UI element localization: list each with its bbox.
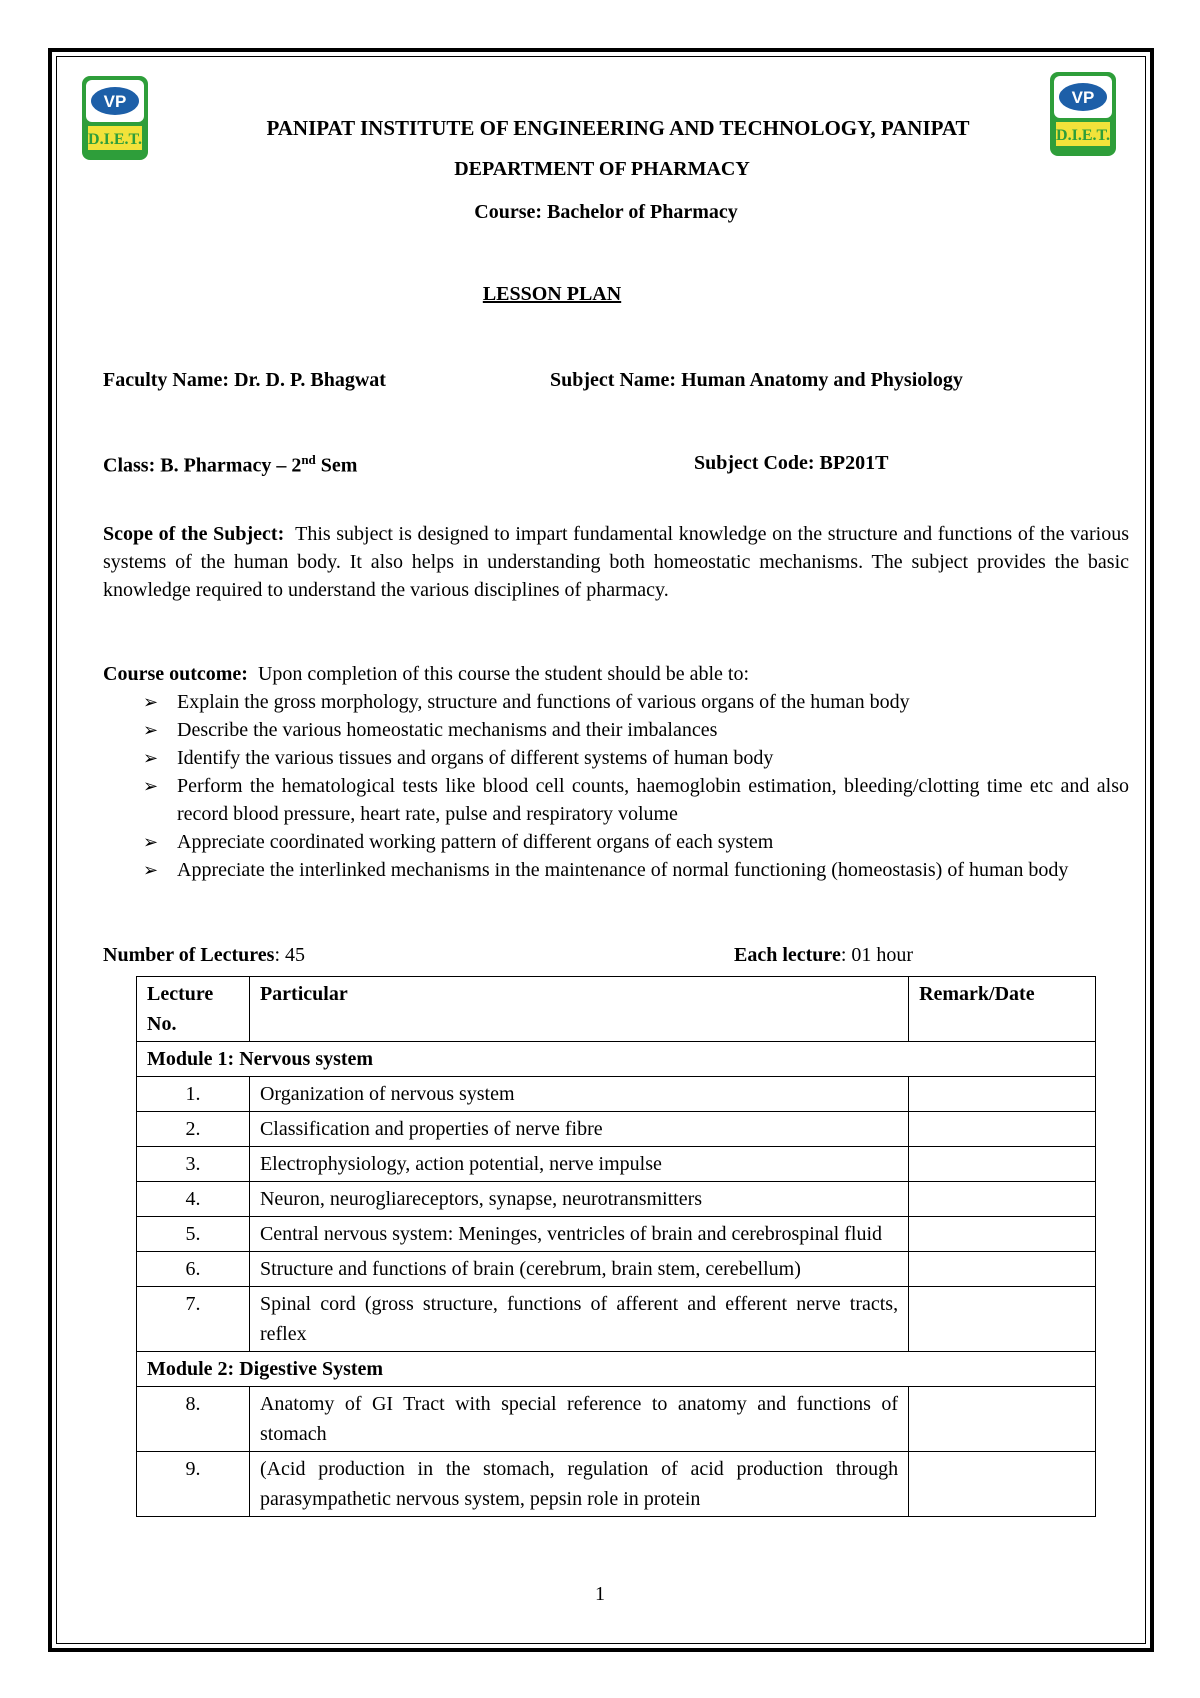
- svg-text:VP: VP: [1071, 88, 1095, 107]
- list-item: ➢ Appreciate coordinated working pattern of different organs of each system: [143, 828, 1129, 856]
- table-row: 3. Electrophysiology, action potential, nerve impulse: [137, 1147, 1096, 1182]
- outcome-label: Course outcome:: [103, 663, 248, 685]
- outcome-list: [143, 688, 1129, 884]
- list-item: ➢ Explain the gross morphology, structure and functions of various organs of the human body: [143, 688, 1129, 716]
- institute-name: PANIPAT INSTITUTE OF ENGINEERING AND TECHNOLOGY, PANIPAT: [266, 116, 970, 140]
- list-item: ➢ Appreciate the interlinked mechanisms in the maintenance of normal functioning (homeostasis) of human body: [143, 856, 1129, 884]
- class-info: Class: B. Pharmacy – 2nd Sem: [103, 452, 358, 477]
- module-row: [137, 1352, 1096, 1387]
- list-item: ➢ Perform the hematological tests like blood cell counts, haemoglobin estimation, bleeding/clotting time etc and also record blood pressure, heart rate, pulse and respiratory volume: [143, 772, 1129, 828]
- list-item: ➢ Describe the various homeostatic mechanisms and their imbalances: [143, 716, 1129, 744]
- arrow-bullet-icon: ➢: [143, 832, 159, 852]
- table-row: 2. Classification and properties of nerve fibre: [137, 1112, 1096, 1147]
- header-remark: Remark/Date: [909, 977, 1096, 1042]
- arrow-bullet-icon: ➢: [143, 720, 159, 740]
- table-header-row: [137, 977, 1096, 1042]
- svg-text:D.I.E.T.: D.I.E.T.: [1056, 127, 1110, 144]
- arrow-bullet-icon: ➢: [143, 776, 159, 796]
- scope-paragraph: [103, 520, 1129, 604]
- lesson-plan-table: [136, 976, 1096, 1517]
- institute-logo-right: [1048, 68, 1118, 160]
- arrow-bullet-icon: ➢: [143, 692, 159, 712]
- department-name: DEPARTMENT OF PHARMACY: [454, 158, 750, 180]
- table-row: 9. (Acid production in the stomach, regulation of acid production through parasympathetic nervous system, pepsin role in protein: [137, 1452, 1096, 1517]
- table-row: 8. Anatomy of GI Tract with special reference to anatomy and functions of stomach: [137, 1387, 1096, 1452]
- module-title: Module 2: Digestive System: [137, 1352, 1096, 1387]
- outcome-intro: Course outcome: Upon completion of this course the student should be able to:: [103, 663, 749, 685]
- module-row: [137, 1042, 1096, 1077]
- table-row: 5. Central nervous system: Meninges, ventricles of brain and cerebrospinal fluid: [137, 1217, 1096, 1252]
- arrow-bullet-icon: ➢: [143, 860, 159, 880]
- page-number: 1: [595, 1583, 605, 1605]
- header-particular: Particular: [249, 977, 908, 1042]
- faculty-name: Faculty Name: Dr. D. P. Bhagwat: [103, 369, 386, 391]
- svg-text:VP: VP: [103, 92, 127, 111]
- header-lecture-no: Lecture No.: [137, 977, 250, 1042]
- course-name: Course: Bachelor of Pharmacy: [474, 201, 738, 223]
- svg-text:D.I.E.T.: D.I.E.T.: [88, 131, 142, 148]
- subject-code: Subject Code: BP201T: [694, 452, 889, 474]
- lecture-count: Number of Lectures: 45: [103, 944, 306, 966]
- table-row: 7. Spinal cord (gross structure, functions of afferent and efferent nerve tracts, reflex: [137, 1287, 1096, 1352]
- arrow-bullet-icon: ➢: [143, 748, 159, 768]
- lecture-duration: Each lecture: 01 hour: [734, 944, 914, 966]
- table-row: 4. Neuron, neurogliareceptors, synapse, neurotransmitters: [137, 1182, 1096, 1217]
- subject-name: Subject Name: Human Anatomy and Physiology: [550, 369, 963, 391]
- module-title: Module 1: Nervous system: [137, 1042, 1096, 1077]
- scope-text: This subject is designed to impart fundamental knowledge on the structure and functions of the various systems of the human body. It also helps in understanding both homeostatic mechanisms. The subject provides the basic knowledge required to understand the various disciplines of pharmacy.: [103, 523, 1129, 601]
- table-row: 1. Organization of nervous system: [137, 1077, 1096, 1112]
- doc-title: LESSON PLAN: [482, 283, 622, 305]
- list-item: ➢ Identify the various tissues and organs of different systems of human body: [143, 744, 1129, 772]
- table-row: 6. Structure and functions of brain (cerebrum, brain stem, cerebellum): [137, 1252, 1096, 1287]
- scope-label: Scope of the Subject:: [103, 523, 285, 545]
